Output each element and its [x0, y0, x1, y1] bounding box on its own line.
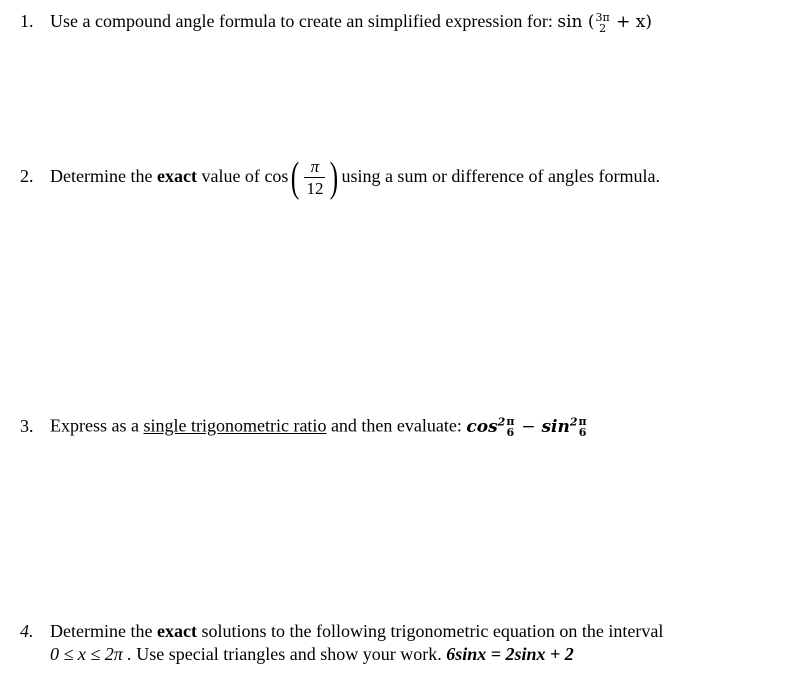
open-paren: ( [587, 12, 595, 32]
equation: 6sinx = 2sinx + 2 [446, 644, 574, 664]
question-text-post: solutions to the following trigonometric equation on the interval [201, 621, 664, 641]
question-text-mid: value of [201, 166, 260, 186]
question-text-mid: and then evaluate: [330, 415, 462, 436]
expression-rest: + x) [616, 12, 653, 32]
cos-function: cos [264, 166, 289, 186]
cos-term: cos [466, 416, 498, 437]
sin-term: sin [541, 416, 570, 437]
question-text-pre: Express as a [50, 415, 139, 436]
fraction-denominator: 6 [578, 426, 587, 440]
question-text-pre: Determine the [50, 166, 153, 186]
exponent: 2 [497, 415, 506, 428]
underlined-phrase: single trigonometric ratio [143, 415, 327, 436]
fraction-numerator: 3π [595, 10, 610, 24]
question-4-line-2 [50, 643, 574, 665]
fraction [505, 416, 515, 438]
fraction-numerator: π [310, 157, 320, 177]
fraction-numerator: π [506, 415, 515, 429]
fraction-denominator: 6 [506, 426, 515, 440]
question-number: 4. [20, 621, 34, 641]
question-number: 2. [20, 166, 34, 186]
fraction [304, 158, 325, 197]
interval: 0 ≤ x ≤ 2π . [50, 644, 132, 664]
emphasis-exact: exact [156, 621, 197, 641]
fraction-denominator: 2 [599, 21, 607, 35]
question-2 [20, 154, 660, 199]
question-number: 3. [20, 415, 34, 436]
fraction [578, 416, 588, 438]
emphasis-exact: exact [156, 166, 197, 186]
right-paren: ) [330, 154, 339, 201]
minus-sign: − [521, 416, 536, 437]
question-text-pre: Determine the [50, 621, 153, 641]
instruction: Use special triangles and show your work. [136, 644, 442, 664]
question-1 [20, 10, 652, 34]
exponent: 2 [569, 415, 578, 428]
question-text-post: using a sum or difference of angles formula. [341, 166, 661, 186]
math-expression [557, 10, 653, 35]
question-4 [20, 620, 663, 642]
fraction-numerator: π [578, 415, 587, 429]
question-text: Use a compound angle formula to create an simplified expression for: [50, 11, 553, 31]
left-paren: ( [291, 154, 300, 201]
fraction [595, 12, 611, 34]
question-number: 1. [20, 11, 34, 31]
question-3 [20, 411, 588, 438]
sin-function: sin [557, 12, 583, 32]
fraction-denominator: 12 [306, 179, 324, 199]
math-expression [466, 415, 587, 440]
